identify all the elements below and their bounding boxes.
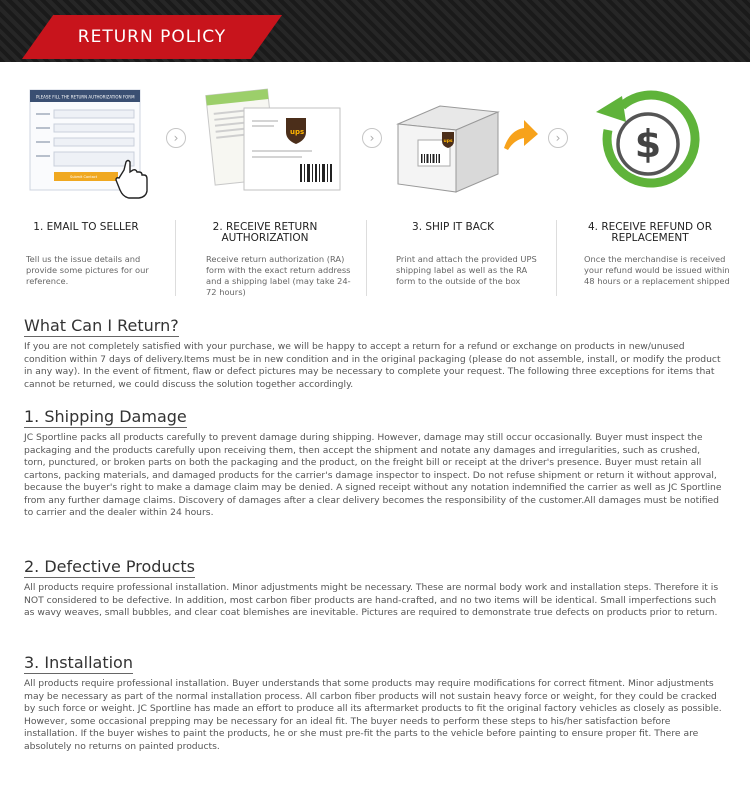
section-title: 3. Installation (24, 653, 133, 672)
section-what-can-i-return (24, 316, 724, 391)
step-2-title: 2. RECEIVE RETURN AUTHORIZATION (212, 221, 318, 244)
package-box-icon (388, 84, 538, 204)
form-submit-text: Submit Contact (70, 175, 98, 179)
section-title: What Can I Return? (24, 316, 179, 335)
box-ups-logo: ups (443, 139, 453, 144)
step-3-title: 3. SHIP IT BACK (412, 221, 494, 233)
step-4-illustration (582, 84, 732, 204)
step-1-title: 1. EMAIL TO SELLER (33, 221, 139, 233)
refund-cycle-icon (582, 84, 732, 204)
divider (366, 220, 367, 296)
step-2-description: Receive return authorization (RA) form with the exact return address and a shipping label (may take 24-72 hours) (206, 254, 351, 297)
divider (556, 220, 557, 296)
step-3-illustration (388, 84, 538, 204)
shipping-label-icon (202, 84, 352, 204)
step-arrow-icon: › (548, 128, 568, 148)
header-banner (0, 0, 750, 62)
divider (175, 220, 176, 296)
step-2-illustration (202, 84, 352, 204)
section-title: 1. Shipping Damage (24, 407, 187, 426)
step-4-description: Once the merchandise is received your refund would be issued within 48 hours or a replacement shipped (584, 254, 730, 286)
email-form-icon (20, 84, 170, 204)
form-header-text: PLEASE FILL THE RETURN AUTHORIZATION FORM (36, 94, 135, 100)
page-title: RETURN POLICY (77, 27, 227, 47)
step-arrow-icon: › (166, 128, 186, 148)
section-title: 2. Defective Products (24, 557, 195, 576)
section-installation (24, 653, 724, 753)
section-text: All products require professional installation. Minor adjustments might be necessary. These are normal body work and installation steps. Therefore it is NOT considered to be defective. In addition, most carbon fiber products are hand-crafted, and no two items will be identical. Small imperfections such as wavy weaves, small bubbles, and clear coat blemishes are inevitable. Pictures are required to demonstrate true defects on products prior to return. (24, 582, 719, 618)
step-1-illustration (20, 84, 170, 204)
step-4-title: 4. RECEIVE REFUND OR REPLACEMENT (588, 221, 712, 244)
step-arrow-icon: › (362, 128, 382, 148)
step-3-description: Print and attach the provided UPS shipping label as well as the RA form to the outside of the box (396, 254, 537, 286)
step-1-description: Tell us the issue details and provide some pictures for our reference. (26, 254, 149, 286)
section-defective-products (24, 557, 724, 620)
ups-logo-text: ups (290, 128, 305, 136)
section-text: If you are not completely satisfied with your purchase, we will be happy to accept a return for a refund or exchange on products in new/unused condition within 7 days of delivery.Items must be in new condition and in the original packaging (please do not assemble, install, or modify the product in any way). In the event of fitment, flaw or defect pictures may be necessary to complete your request. The following three exceptions for items that cannot be returned, we could discuss the solution together accordingly. (24, 341, 721, 390)
section-text: All products require professional installation. Buyer understands that some products may require modifications for correct fitment. Minor adjustments may be necessary as part of the normal installation process. All carbon fiber products will not sustain heavy force or weight, for they could be cracked by such force or weight. JC Sportline has made an effort to produce all its aftermarket products to fit the original factory vehicles as closely as possible. However, some occasional prepping may be necessary for an ideal fit. The buyer needs to perform these steps to his/her satisfaction before installation. If the buyer wishes to paint the products, he or she must pre-fit the parts to the vehicle before painting to ensure proper fit. There are absolutely no returns on painted products. (24, 678, 722, 752)
return-steps (20, 84, 732, 304)
dollar-sign-text: $ (634, 122, 662, 166)
section-shipping-damage (24, 407, 724, 520)
section-text: JC Sportline packs all products carefully to prevent damage during shipping. However, damage may still occur occasionally. Buyer must inspect the packaging and the products carefully upon receiving them, then accept the shipment and notate any damages and irregularities, such as crushed, torn, punctured, or broken parts on both the packaging and the product, on the freight bill or receipt at the driver's presence. Buyer must retain all cartons, packing materials, and damaged products for the carrier's damage inspector to inspect. Do not refuse shipment or return it without approval, because the buyer's right to make a damage claim may be denied. A signed receipt without any notation indemnified the carrier as well as JC Sportline from any further damage claims. Discovery of damages after a clear delivery becomes the responsibility of the customer.All damages must be notified to carrier and the dealer within 24 hours. (24, 432, 722, 518)
